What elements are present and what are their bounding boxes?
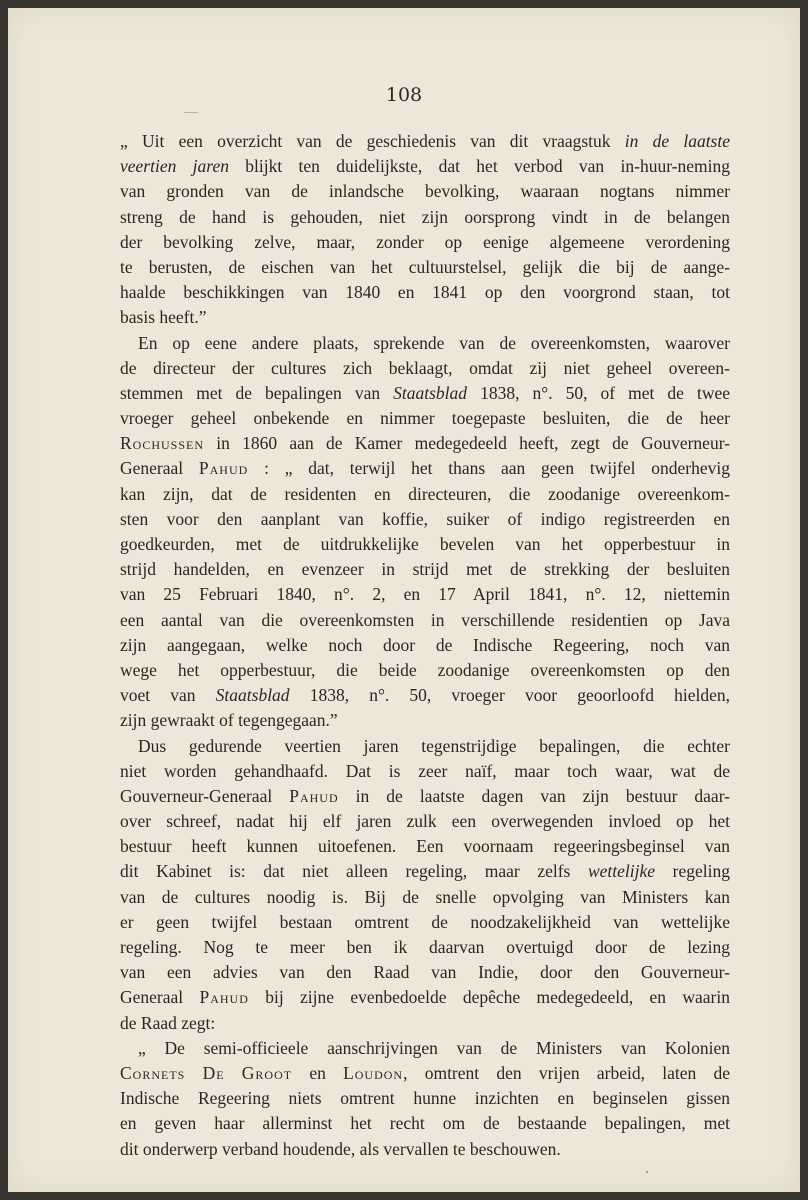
small-caps-name: Rochussen — [120, 433, 205, 454]
text-line: dit Kabinet is: dat niet alleen regeling, maar zelfs wettelijke regeling — [120, 861, 730, 882]
italic-text: Staatsblad — [393, 382, 468, 403]
text-line: Generaal Pahud bij zijne evenbedoelde depêche medegedeeld, en waarin — [120, 987, 730, 1008]
italic-text: veertien jaren — [120, 156, 229, 177]
text-line: streng de hand is gehouden, niet zijn oorsprong vindt in de belangen — [120, 206, 730, 227]
text-line: een aantal van die overeenkomsten in verschillende residentien op Java — [120, 609, 730, 630]
text-line: te berusten, de eischen van het cultuurstelsel, gelijk die bij de aange- — [120, 256, 730, 277]
text-line: Gouverneur-Generaal Pahud in de laatste dagen van zijn bestuur daar- — [120, 785, 731, 806]
text-line: basis heeft.” — [120, 307, 207, 328]
text-line: dit onderwerp verband houdende, als vervallen te beschouwen. — [120, 1138, 561, 1159]
text-line: stemmen met de bepalingen van Staatsblad 1838, n°. 50, of met de twee — [120, 382, 731, 403]
text-line: Dus gedurende veertien jaren tegenstrijdige bepalingen, die echter — [138, 735, 730, 756]
text-line: „ Uit een overzicht van de geschiedenis van dit vraagstuk in de laatste — [120, 131, 730, 151]
text-line: van een advies van den Raad van Indie, door den Gouverneur- — [120, 962, 730, 983]
text-line: niet worden gehandhaafd. Dat is zeer naïf, maar toch waar, wat de — [120, 760, 730, 781]
text-line: Generaal Pahud : „ dat, terwijl het thans aan geen twijfel onderhevig — [120, 458, 730, 479]
text-line: vroeger geheel onbekende en nimmer toegepaste besluiten, die de heer — [120, 408, 730, 429]
text-line: zijn gewraakt of tegengegaan.” — [120, 710, 338, 731]
text-line: En op eene andere plaats, sprekende van de overeenkomsten, waarover — [138, 332, 730, 353]
text-line: veertien jaren blijkt ten duidelijkste, dat het verbod van in-huur-neming — [120, 156, 730, 177]
text-line: er geen twijfel bestaan omtrent de noodzakelijkheid van wettelijke — [120, 911, 730, 932]
text-line: strijd handelden, en evenzeer in strijd met de strekking der besluiten — [120, 559, 730, 580]
text-line: Cornets De Groot en Loudon, omtrent den vrijen arbeid, laten de — [120, 1062, 730, 1083]
text-line: van de cultures noodig is. Bij de snelle opvolging van Ministers kan — [120, 886, 730, 907]
text-line: regeling. Nog te meer ben ik daarvan overtuigd door de lezing — [120, 937, 730, 957]
text-line: wege het opperbestuur, die beide zoodanige overeenkomsten op den — [120, 659, 730, 680]
book-page — [8, 8, 800, 1192]
text-line: van 25 Februari 1840, n°. 2, en 17 April 1841, n°. 12, niettemin — [120, 584, 730, 605]
small-caps-name: De — [202, 1062, 225, 1083]
small-caps-name: Pahud — [289, 785, 339, 806]
text-line: over schreef, nadat hij elf jaren zulk een overwegenden invloed op het — [120, 811, 730, 832]
text-line: kan zijn, dat de residenten en directeuren, die zoodanige overeenkom- — [120, 483, 730, 504]
italic-text: in de laatste — [624, 131, 730, 151]
text-line: zijn aangegaan, welke noch door de Indische Regeering, noch van — [120, 634, 730, 655]
italic-text: wettelijke — [587, 861, 656, 882]
text-line: Indische Regeering niets omtrent hunne inzichten en beginselen gissen — [120, 1088, 730, 1109]
text-line: en geven haar allerminst het recht om de bestaande bepalingen, met — [120, 1113, 730, 1134]
text-line: Rochussen in 1860 aan de Kamer medegedeeld heeft, zegt de Gouverneur- — [120, 433, 730, 454]
small-caps-name: Pahud — [199, 987, 249, 1008]
small-caps-name: Loudon — [343, 1062, 404, 1083]
page-number: 108 — [385, 84, 423, 106]
text-line: der bevolking zelve, maar, zonder op eenige algemeene verordening — [120, 231, 730, 252]
text-line: goedkeurden, met de uitdrukkelijke bevelen van het opperbestuur in — [120, 534, 730, 554]
italic-text: Staatsblad — [215, 685, 290, 706]
print-mark — [184, 112, 198, 113]
text-line: de Raad zegt: — [120, 1012, 216, 1033]
body-text — [120, 129, 730, 1162]
text-line: haalde beschikkingen van 1840 en 1841 op den voorgrond staan, tot — [120, 282, 730, 303]
text-line: bestuur heeft kunnen uitoefenen. Een voornaam regeeringsbeginsel van — [120, 836, 730, 857]
text-line: de directeur der cultures zich beklaagt, omdat zij niet geheel overeen- — [120, 357, 730, 378]
text-line: voet van Staatsblad 1838, n°. 50, vroeger voor geoorloofd hielden, — [120, 685, 730, 706]
small-caps-name: Cornets — [120, 1062, 186, 1083]
text-line: „ De semi-officieele aanschrijvingen van de Ministers van Kolonien — [138, 1037, 730, 1058]
print-speck — [646, 1171, 648, 1173]
small-caps-name: Groot — [241, 1062, 293, 1083]
text-line: van gronden van de inlandsche bevolking, waaraan nogtans nimmer — [120, 181, 730, 202]
text-line: sten voor den aanplant van koffie, suiker of indigo registreerden en — [120, 508, 730, 529]
small-caps-name: Pahud — [198, 458, 249, 479]
